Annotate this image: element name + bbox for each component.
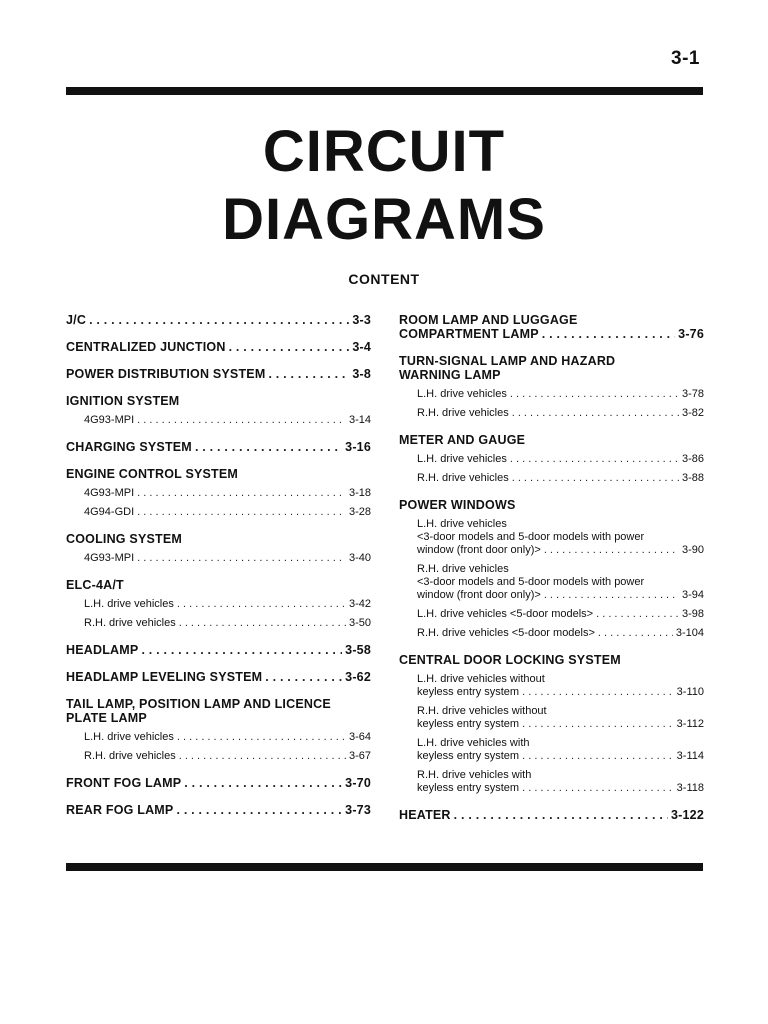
toc-label: HEADLAMP LEVELING SYSTEM — [66, 670, 263, 684]
leader-dots — [510, 388, 679, 401]
leader-dots — [137, 414, 346, 427]
toc-page: 3-58 — [345, 643, 371, 657]
toc-subentry[interactable] — [417, 686, 704, 699]
toc-label: R.H. drive vehicles — [84, 750, 176, 762]
toc-label: keyless entry system — [417, 686, 520, 698]
leader-dots — [137, 506, 346, 519]
document-title — [0, 118, 768, 254]
toc-entry-charging[interactable] — [66, 440, 371, 454]
leader-dots — [184, 776, 342, 790]
toc-page: 3-42 — [348, 598, 371, 610]
toc-page: 3-50 — [348, 617, 371, 629]
toc-section-room-lamp: ROOM LAMP AND LUGGAGE — [399, 313, 578, 327]
toc-label: R.H. drive vehicles — [417, 472, 509, 484]
toc-subentry-heading: L.H. drive vehicles — [417, 518, 507, 530]
toc-subentry[interactable] — [84, 414, 371, 427]
toc-page: 3-40 — [348, 552, 371, 564]
leader-dots — [544, 589, 679, 602]
toc-label: R.H. drive vehicles — [417, 407, 509, 419]
leader-dots — [522, 718, 674, 731]
toc-subentry[interactable] — [84, 552, 371, 565]
leader-dots — [265, 670, 342, 684]
toc-entry-rear-fog[interactable] — [66, 803, 371, 817]
leader-dots — [137, 487, 346, 500]
toc-label: L.H. drive vehicles — [84, 598, 174, 610]
toc-section-elc: ELC-4A/T — [66, 578, 124, 592]
toc-section-central-door: CENTRAL DOOR LOCKING SYSTEM — [399, 653, 621, 667]
leader-dots — [512, 407, 679, 420]
toc-section-ignition: IGNITION SYSTEM — [66, 394, 180, 408]
toc-subentry[interactable] — [417, 589, 704, 602]
leader-dots — [454, 808, 668, 822]
toc-label: POWER DISTRIBUTION SYSTEM — [66, 367, 266, 381]
leader-dots — [544, 544, 679, 557]
toc-section-meter-gauge: METER AND GAUGE — [399, 433, 526, 447]
toc-section-tail-lamp: TAIL LAMP, POSITION LAMP AND LICENCE — [66, 697, 331, 711]
title-line-2: DIAGRAMS — [222, 187, 546, 252]
toc-label: J/C — [66, 313, 87, 327]
toc-entry-centralized-junction[interactable] — [66, 340, 371, 354]
toc-entry-front-fog[interactable] — [66, 776, 371, 790]
toc-page: 3-94 — [681, 589, 704, 601]
toc-page: 3-118 — [676, 782, 704, 794]
leader-dots — [229, 340, 350, 354]
toc-entry-headlamp-leveling[interactable] — [66, 670, 371, 684]
leader-dots — [510, 453, 679, 466]
toc-label: REAR FOG LAMP — [66, 803, 174, 817]
toc-page: 3-78 — [681, 388, 704, 400]
toc-subentry[interactable] — [84, 598, 371, 611]
toc-page: 3-70 — [345, 776, 371, 790]
leader-dots — [177, 598, 346, 611]
leader-dots — [179, 750, 346, 763]
toc-subentry[interactable] — [84, 506, 371, 519]
toc-label: window (front door only)> — [417, 544, 541, 556]
toc-label: L.H. drive vehicles — [417, 453, 507, 465]
toc-page: 3-90 — [681, 544, 704, 556]
toc-section-turn-signal: TURN-SIGNAL LAMP AND HAZARD — [399, 354, 616, 368]
leader-dots — [179, 617, 346, 630]
toc-label: CHARGING SYSTEM — [66, 440, 192, 454]
toc-subentry-heading: L.H. drive vehicles without — [417, 673, 545, 685]
toc-section-cooling: COOLING SYSTEM — [66, 532, 183, 546]
toc-page: 3-62 — [345, 670, 371, 684]
page-number: 3-1 — [671, 48, 700, 69]
toc-page: 3-86 — [681, 453, 704, 465]
toc-subentry-heading: R.H. drive vehicles — [417, 563, 509, 575]
toc-page: 3-16 — [345, 440, 371, 454]
toc-page: 3-73 — [345, 803, 371, 817]
toc-label: keyless entry system — [417, 782, 520, 794]
toc-label: R.H. drive vehicles <5-door models> — [417, 627, 595, 639]
toc-page: 3-64 — [348, 731, 371, 743]
bottom-rule — [66, 863, 703, 871]
leader-dots — [89, 313, 349, 327]
toc-label: CENTRALIZED JUNCTION — [66, 340, 226, 354]
toc-subentry[interactable] — [417, 627, 704, 640]
toc-section-turn-signal-line2: WARNING LAMP — [399, 368, 501, 382]
toc-page: 3-4 — [352, 340, 371, 354]
toc-left-column — [66, 313, 371, 817]
toc-page: 3-88 — [681, 472, 704, 484]
toc-subentry[interactable] — [84, 487, 371, 500]
title-line-1: CIRCUIT — [262, 119, 506, 184]
toc-page: 3-110 — [676, 686, 704, 698]
toc-label: FRONT FOG LAMP — [66, 776, 182, 790]
leader-dots — [522, 782, 674, 795]
toc-section-power-windows: POWER WINDOWS — [399, 498, 516, 512]
toc-subentry-note: <3-door models and 5-door models with power — [417, 576, 645, 588]
toc-page: 3-98 — [681, 608, 704, 620]
toc-label: L.H. drive vehicles — [84, 731, 174, 743]
toc-subentry-heading: R.H. drive vehicles with — [417, 769, 532, 781]
toc-subentry-heading: R.H. drive vehicles without — [417, 705, 547, 717]
toc-subentry-note: <3-door models and 5-door models with power — [417, 531, 645, 543]
toc-label: 4G93-MPI — [84, 487, 135, 499]
content-heading: CONTENT — [348, 271, 420, 287]
toc-subentry[interactable] — [417, 782, 704, 795]
leader-dots — [522, 686, 674, 699]
toc-page: 3-67 — [348, 750, 371, 762]
toc-page: 3-82 — [681, 407, 704, 419]
toc-entry-heater[interactable] — [399, 808, 704, 822]
leader-dots — [177, 731, 346, 744]
toc-section-engine-control: ENGINE CONTROL SYSTEM — [66, 467, 239, 481]
leader-dots — [268, 367, 349, 381]
toc-label: keyless entry system — [417, 750, 520, 762]
toc-subentry[interactable] — [84, 731, 371, 744]
toc-section-tail-lamp-line2: PLATE LAMP — [66, 711, 147, 725]
leader-dots — [542, 327, 675, 341]
leader-dots — [522, 750, 674, 763]
leader-dots — [598, 627, 673, 640]
toc-subentry[interactable] — [417, 750, 704, 763]
toc-entry-room-lamp[interactable] — [399, 327, 704, 341]
top-rule — [66, 87, 703, 95]
toc-page: 3-104 — [675, 627, 704, 639]
toc-label: COMPARTMENT LAMP — [399, 327, 539, 341]
toc-subentry[interactable] — [84, 617, 371, 630]
leader-dots — [137, 552, 346, 565]
toc-label: HEATER — [399, 808, 451, 822]
toc-entry-jc[interactable] — [66, 313, 371, 327]
toc-label: 4G93-MPI — [84, 414, 135, 426]
toc-page: 3-112 — [676, 718, 704, 730]
leader-dots — [512, 472, 679, 485]
toc-page: 3-18 — [348, 487, 371, 499]
toc-subentry[interactable] — [417, 407, 704, 420]
toc-label: 4G93-MPI — [84, 552, 135, 564]
toc-page: 3-8 — [352, 367, 371, 381]
toc-page: 3-76 — [678, 327, 704, 341]
toc-subentry[interactable] — [417, 718, 704, 731]
toc-label: HEADLAMP — [66, 643, 139, 657]
toc-entry-headlamp[interactable] — [66, 643, 371, 657]
toc-page: 3-28 — [348, 506, 371, 518]
toc-label: L.H. drive vehicles <5-door models> — [417, 608, 594, 620]
toc-subentry[interactable] — [417, 388, 704, 401]
leader-dots — [141, 643, 342, 657]
toc-page: 3-3 — [352, 313, 371, 327]
toc-subentry-heading: L.H. drive vehicles with — [417, 737, 530, 749]
toc-subentry[interactable] — [84, 750, 371, 763]
toc-label: 4G94-GDI — [84, 506, 135, 518]
toc-label: R.H. drive vehicles — [84, 617, 176, 629]
toc-subentry[interactable] — [417, 453, 704, 466]
toc-right-column — [399, 313, 704, 822]
toc-label: window (front door only)> — [417, 589, 541, 601]
leader-dots — [596, 608, 679, 621]
toc-page: 3-114 — [676, 750, 704, 762]
toc-subentry[interactable] — [417, 608, 704, 621]
leader-dots — [176, 803, 342, 817]
toc-subentry[interactable] — [417, 544, 704, 557]
toc-entry-power-distribution[interactable] — [66, 367, 371, 381]
toc-label: keyless entry system — [417, 718, 520, 730]
toc-page: 3-122 — [671, 808, 704, 822]
toc-subentry[interactable] — [417, 472, 704, 485]
toc-label: L.H. drive vehicles — [417, 388, 507, 400]
toc-page: 3-14 — [348, 414, 371, 426]
leader-dots — [195, 440, 342, 454]
